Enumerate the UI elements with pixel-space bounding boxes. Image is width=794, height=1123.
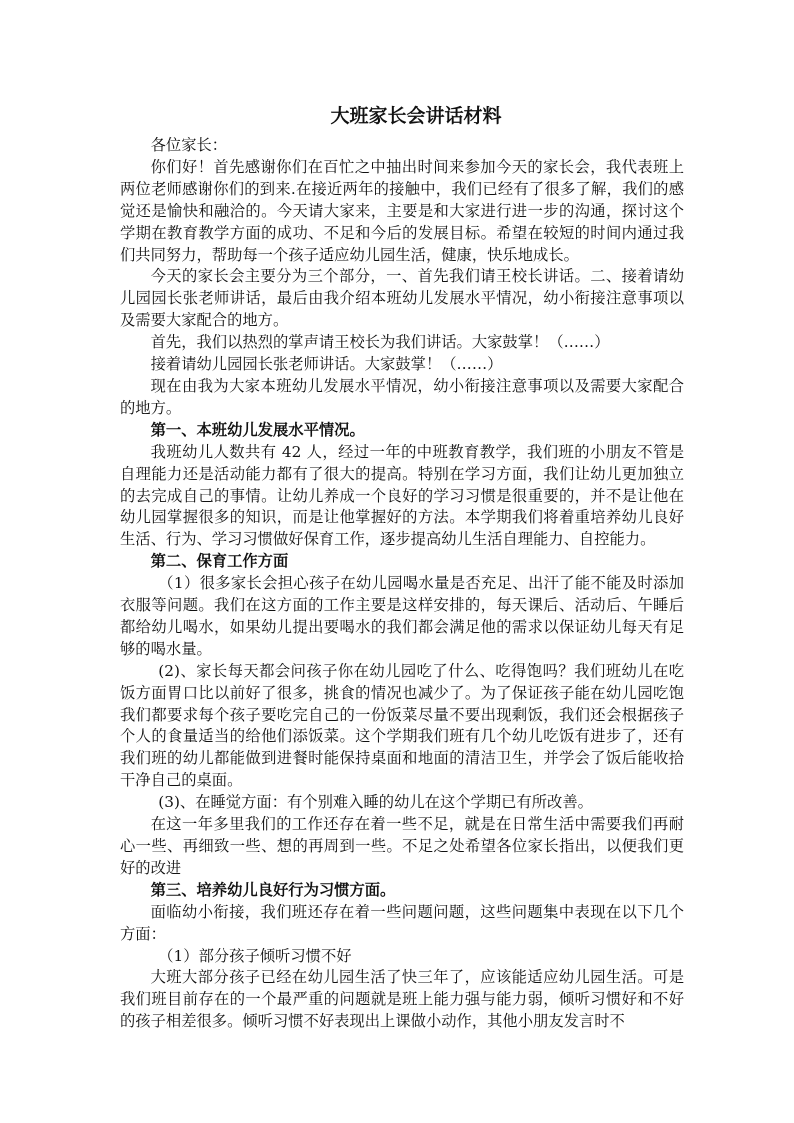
paragraph: 现在由我为大家本班幼儿发展水平情况，幼小衔接注意事项以及需要大家配合的地方。	[120, 376, 684, 417]
section-heading: 第二、保育工作方面	[150, 552, 289, 571]
paragraph: （1）部分孩子倾听习惯不好	[158, 946, 352, 965]
paragraph: 各位家长：	[150, 136, 228, 154]
paragraph: 首先，我们以热烈的掌声请王校长为我们讲话。大家鼓掌！（……）	[150, 333, 610, 352]
paragraph: (2)、家长每天都会问孩子你在幼儿园吃了什么、吃得饱吗？我们班幼儿在吃饭方面胃口比以前好了很多，挑食的情况也减少了。为了保证孩子能在幼儿园吃饱我们都要求每个孩子要吃完自己的一份饭菜尽量不要出现剩饭，我们还会根据孩子个人的食量适当的给他们添饭菜。这个学期我们班有几个幼儿吃饭有进步了，还有我们班的幼儿都能做到进餐时能保持桌面和地面的清洁卫生，并学会了饭后能收拾干净自己的桌面。	[120, 661, 684, 790]
paragraph: 大班大部分孩子已经在幼儿园生活了快三年了，应该能适应幼儿园生活。可是我们班目前存在的一个最严重的问题就是班上能力强与能力弱，倾听习惯好和不好的孩子相差很多。倾听习惯不好表现出上课做小动作，其他小朋友发言时不	[120, 968, 684, 1031]
document-body	[120, 135, 684, 1033]
paragraph: (3)、在睡觉方面：有个别难入睡的幼儿在这个学期已有所改善。	[158, 793, 593, 812]
paragraph: （1）很多家长会担心孩子在幼儿园喝水量是否充足、出汗了能不能及时添加衣服等问题。我们在这方面的工作主要是这样安排的，每天课后、活动后、午睡后都给幼儿喝水，如果幼儿提出要喝水的我们都会满足他的需求以保证幼儿每天有足够的喝水量。	[120, 574, 684, 658]
paragraph: 在这一年多里我们的工作还存在着一些不足，就是在日常生活中需要我们再耐心一些、再细致一些、想的再周到一些。不足之处希望各位家长指出，以便我们更好的改进	[120, 815, 684, 877]
section-heading: 第三、培养幼儿良好行为习惯方面。	[150, 880, 396, 899]
paragraph: 今天的家长会主要分为三个部分，一、首先我们请王校长讲话。二、接着请幼儿园园长张老师讲话，最后由我介绍本班幼儿发展水平情况，幼小衔接注意事项以及需要大家配合的地方。	[120, 267, 684, 330]
paragraph: 你们好！首先感谢你们在百忙之中抽出时间来参加今天的家长会，我代表班上两位老师感谢你们的到来.在接近两年的接触中，我们已经有了很多了解，我们的感觉还是愉快和融洽的。今天请大家来，主要是和大家进行进一步的沟通，探讨这个学期在教育教学方面的成功、不足和今后的发展目标。希望在较短的时间内通过我们共同努力，帮助每一个孩子适应幼儿园生活，健康，快乐地成长。	[120, 157, 684, 264]
document-page	[120, 104, 684, 1033]
document-title: 大班家长会讲话材料	[330, 105, 502, 127]
paragraph: 面临幼小衔接，我们班还存在着一些问题问题，这些问题集中表现在以下几个方面：	[120, 902, 684, 943]
paragraph: 我班幼儿人数共有 42 人，经过一年的中班教育教学，我们班的小朋友不管是自理能力还是活动能力都有了很大的提高。特别在学习方面，我们让幼儿更加独立的去完成自己的事情。让幼儿养成一个良好的学习习惯是很重要的，并不是让他在幼儿园掌握很多的知识，而是让他掌握好的方法。本学期我们将着重培养幼儿良好生活、行为、学习习惯做好保育工作，逐步提高幼儿生活自理能力、自控能力。	[120, 442, 684, 549]
section-heading: 第一、本班幼儿发展水平情况。	[150, 420, 365, 439]
paragraph: 接着请幼儿园园长张老师讲话。大家鼓掌！（……）	[150, 355, 503, 374]
